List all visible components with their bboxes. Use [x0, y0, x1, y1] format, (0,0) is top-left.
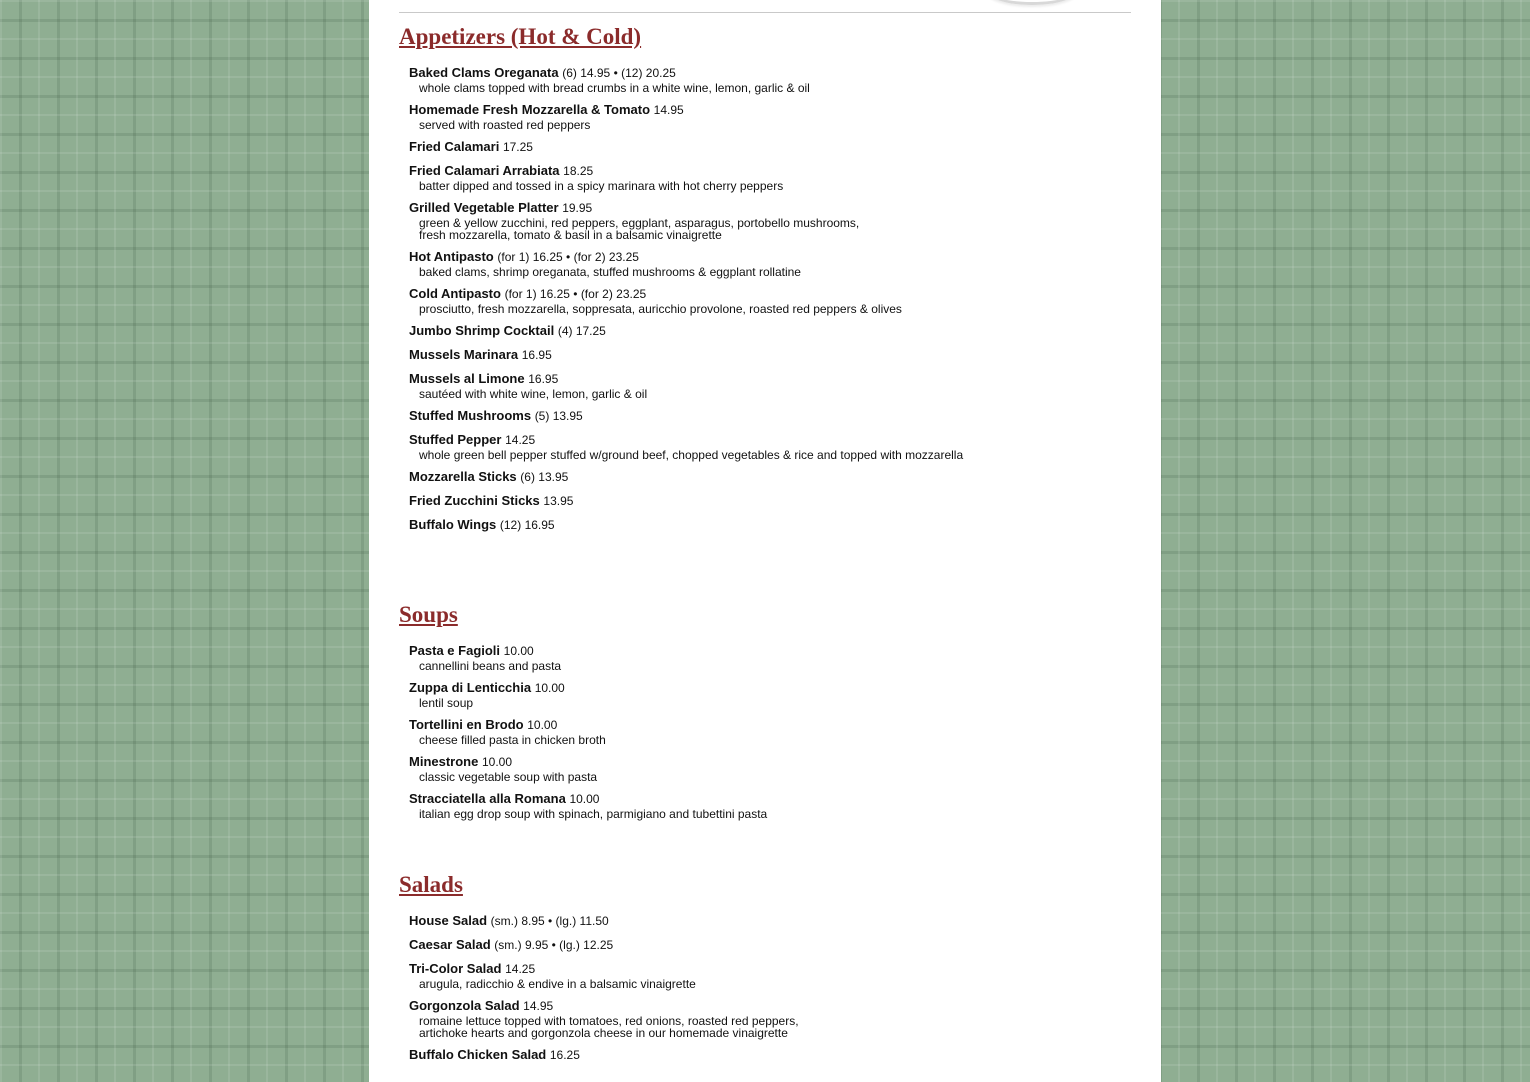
menu-item-name: Mussels Marinara	[409, 347, 519, 362]
soups-list	[399, 643, 1139, 820]
menu-item-line	[409, 493, 1139, 509]
menu-item	[409, 323, 1139, 339]
menu-item-price: 10.00	[569, 792, 600, 806]
menu-item-description: lentil soup	[419, 696, 474, 710]
menu-item-description: italian egg drop soup with spinach, parmigiano and tubettini pasta	[419, 807, 768, 821]
menu-item-name: Grilled Vegetable Platter	[409, 200, 559, 215]
menu-item-description: romaine lettuce topped with tomatoes, red onions, roasted red peppers, artichoke hearts and gorgonzola cheese in our homemade vinaigrette	[419, 1014, 799, 1040]
menu-item-price: 16.95	[521, 348, 552, 362]
menu-item-line	[409, 517, 1139, 533]
menu-item-price: (12) 16.95	[499, 518, 555, 532]
menu-item	[409, 493, 1139, 509]
menu-item-description: arugula, radicchio & endive in a balsamic vinaigrette	[419, 977, 696, 991]
menu-item-name: House Salad	[409, 913, 488, 928]
menu-item-price: (6) 13.95	[520, 470, 569, 484]
salads-list	[399, 913, 1139, 1063]
menu-item-name: Zuppa di Lenticchia	[409, 680, 532, 695]
menu-item	[409, 371, 1139, 400]
menu-item-price: 13.95	[543, 494, 574, 508]
menu-item-description: whole green bell pepper stuffed w/ground beef, chopped vegetables & rice and topped with mozzarella	[419, 448, 964, 462]
menu-item-name: Fried Calamari	[409, 139, 500, 154]
menu-item-line	[409, 286, 1139, 302]
menu-item-description: batter dipped and tossed in a spicy marinara with hot cherry peppers	[419, 179, 784, 193]
menu-item-price: 10.00	[481, 755, 512, 769]
menu-item-price: 16.95	[528, 372, 559, 386]
menu-item-line	[409, 913, 1139, 929]
section-title-salads[interactable]: Salads	[399, 872, 463, 897]
menu-item-name: Jumbo Shrimp Cocktail	[409, 323, 555, 338]
menu-item-price: 14.95	[653, 103, 684, 117]
menu-item-line	[409, 469, 1139, 485]
menu-item-name: Gorgonzola Salad	[409, 998, 520, 1013]
menu-item	[409, 408, 1139, 424]
menu-item	[409, 680, 1139, 709]
menu-item-line	[409, 680, 1139, 696]
menu-item-line	[409, 791, 1139, 807]
menu-item-name: Fried Zucchini Sticks	[409, 493, 540, 508]
menu-item-description: prosciutto, fresh mozzarella, soppresata, auricchio provolone, roasted red peppers & olives	[419, 302, 902, 316]
menu-item-price: 10.00	[534, 681, 565, 695]
menu-item	[409, 791, 1139, 820]
menu-item	[409, 65, 1139, 94]
appetizers-list	[399, 65, 1139, 533]
menu-item-name: Tri-Color Salad	[409, 961, 502, 976]
menu-item-price: 14.95	[523, 999, 554, 1013]
menu-item-line	[409, 961, 1139, 977]
top-divider	[399, 12, 1131, 13]
menu-item-name: Minestrone	[409, 754, 479, 769]
menu-item-line	[409, 754, 1139, 770]
menu-item-price: 14.25	[505, 433, 536, 447]
section-title-appetizers[interactable]: Appetizers (Hot & Cold)	[399, 24, 642, 49]
menu-item	[409, 347, 1139, 363]
menu-item	[409, 754, 1139, 783]
menu-item-line	[409, 249, 1139, 265]
menu-item	[409, 469, 1139, 485]
menu-item-price: 10.00	[527, 718, 558, 732]
menu-item-name: Buffalo Chicken Salad	[409, 1047, 547, 1062]
menu-item-line	[409, 408, 1139, 424]
menu-item-description: cannellini beans and pasta	[419, 659, 562, 673]
menu-item-line	[409, 65, 1139, 81]
menu-item-line	[409, 998, 1139, 1014]
menu-item-price: (6) 14.95 • (12) 20.25	[562, 66, 676, 80]
menu-item	[409, 139, 1139, 155]
menu-item-price: (4) 17.25	[557, 324, 606, 338]
menu-item	[409, 249, 1139, 278]
menu-item	[409, 432, 1139, 461]
section-salads	[399, 872, 1139, 1071]
plate-image-edge	[984, 0, 1080, 5]
menu-item-description: sautéed with white wine, lemon, garlic & oil	[419, 387, 648, 401]
menu-item	[409, 937, 1139, 953]
menu-item-line	[409, 432, 1139, 448]
menu-item-name: Homemade Fresh Mozzarella & Tomato	[409, 102, 651, 117]
menu-item-description: green & yellow zucchini, red peppers, eggplant, asparagus, portobello mushrooms, fresh mozzarella, tomato & basil in a balsamic vinaigrette	[419, 216, 860, 242]
menu-item	[409, 913, 1139, 929]
menu-item-name: Mussels al Limone	[409, 371, 525, 386]
menu-item-price: 16.25	[549, 1048, 580, 1062]
menu-item	[409, 1047, 1139, 1063]
section-soups	[399, 602, 1139, 828]
menu-page	[369, 0, 1161, 1082]
menu-item-name: Caesar Salad	[409, 937, 491, 952]
menu-item-price: (sm.) 8.95 • (lg.) 11.50	[490, 914, 609, 928]
menu-item-description: cheese filled pasta in chicken broth	[419, 733, 606, 747]
menu-item-line	[409, 323, 1139, 339]
menu-item-name: Cold Antipasto	[409, 286, 501, 301]
menu-item	[409, 286, 1139, 315]
menu-item-description: baked clams, shrimp oreganata, stuffed mushrooms & eggplant rollatine	[419, 265, 801, 279]
menu-item-price: 19.95	[562, 201, 593, 215]
menu-item-price: (5) 13.95	[534, 409, 583, 423]
menu-item-line	[409, 163, 1139, 179]
menu-item	[409, 102, 1139, 131]
menu-item-description: classic vegetable soup with pasta	[419, 770, 598, 784]
menu-item	[409, 961, 1139, 990]
menu-item-line	[409, 937, 1139, 953]
menu-item-name: Tortellini en Brodo	[409, 717, 524, 732]
menu-item-line	[409, 200, 1139, 216]
menu-item-name: Stracciatella alla Romana	[409, 791, 566, 806]
menu-item-name: Hot Antipasto	[409, 249, 494, 264]
menu-item-line	[409, 717, 1139, 733]
menu-item-description: whole clams topped with bread crumbs in a white wine, lemon, garlic & oil	[419, 81, 810, 95]
menu-item-line	[409, 371, 1139, 387]
menu-item-price: (for 1) 16.25 • (for 2) 23.25	[497, 250, 639, 264]
menu-item	[409, 200, 1139, 241]
menu-item-line	[409, 102, 1139, 118]
menu-item-line	[409, 347, 1139, 363]
menu-item-price: 10.00	[503, 644, 534, 658]
menu-item-name: Buffalo Wings	[409, 517, 497, 532]
menu-item-price: (sm.) 9.95 • (lg.) 12.25	[494, 938, 614, 952]
menu-item	[409, 517, 1139, 533]
menu-item-line	[409, 643, 1139, 659]
menu-item	[409, 643, 1139, 672]
menu-item-price: (for 1) 16.25 • (for 2) 23.25	[504, 287, 647, 301]
menu-item-price: 17.25	[502, 140, 533, 154]
menu-item-name: Stuffed Mushrooms	[409, 408, 532, 423]
menu-item	[409, 717, 1139, 746]
section-title-soups[interactable]: Soups	[399, 602, 458, 627]
menu-item-name: Pasta e Fagioli	[409, 643, 501, 658]
section-appetizers	[399, 24, 1139, 541]
menu-item-name: Stuffed Pepper	[409, 432, 502, 447]
menu-item	[409, 998, 1139, 1039]
menu-item-description: served with roasted red peppers	[419, 118, 591, 132]
menu-item-price: 18.25	[563, 164, 594, 178]
menu-item-price: 14.25	[505, 962, 536, 976]
menu-item-name: Baked Clams Oreganata	[409, 65, 559, 80]
menu-item-name: Mozzarella Sticks	[409, 469, 517, 484]
menu-item-line	[409, 139, 1139, 155]
menu-item-name: Fried Calamari Arrabiata	[409, 163, 560, 178]
menu-item	[409, 163, 1139, 192]
menu-item-line	[409, 1047, 1139, 1063]
